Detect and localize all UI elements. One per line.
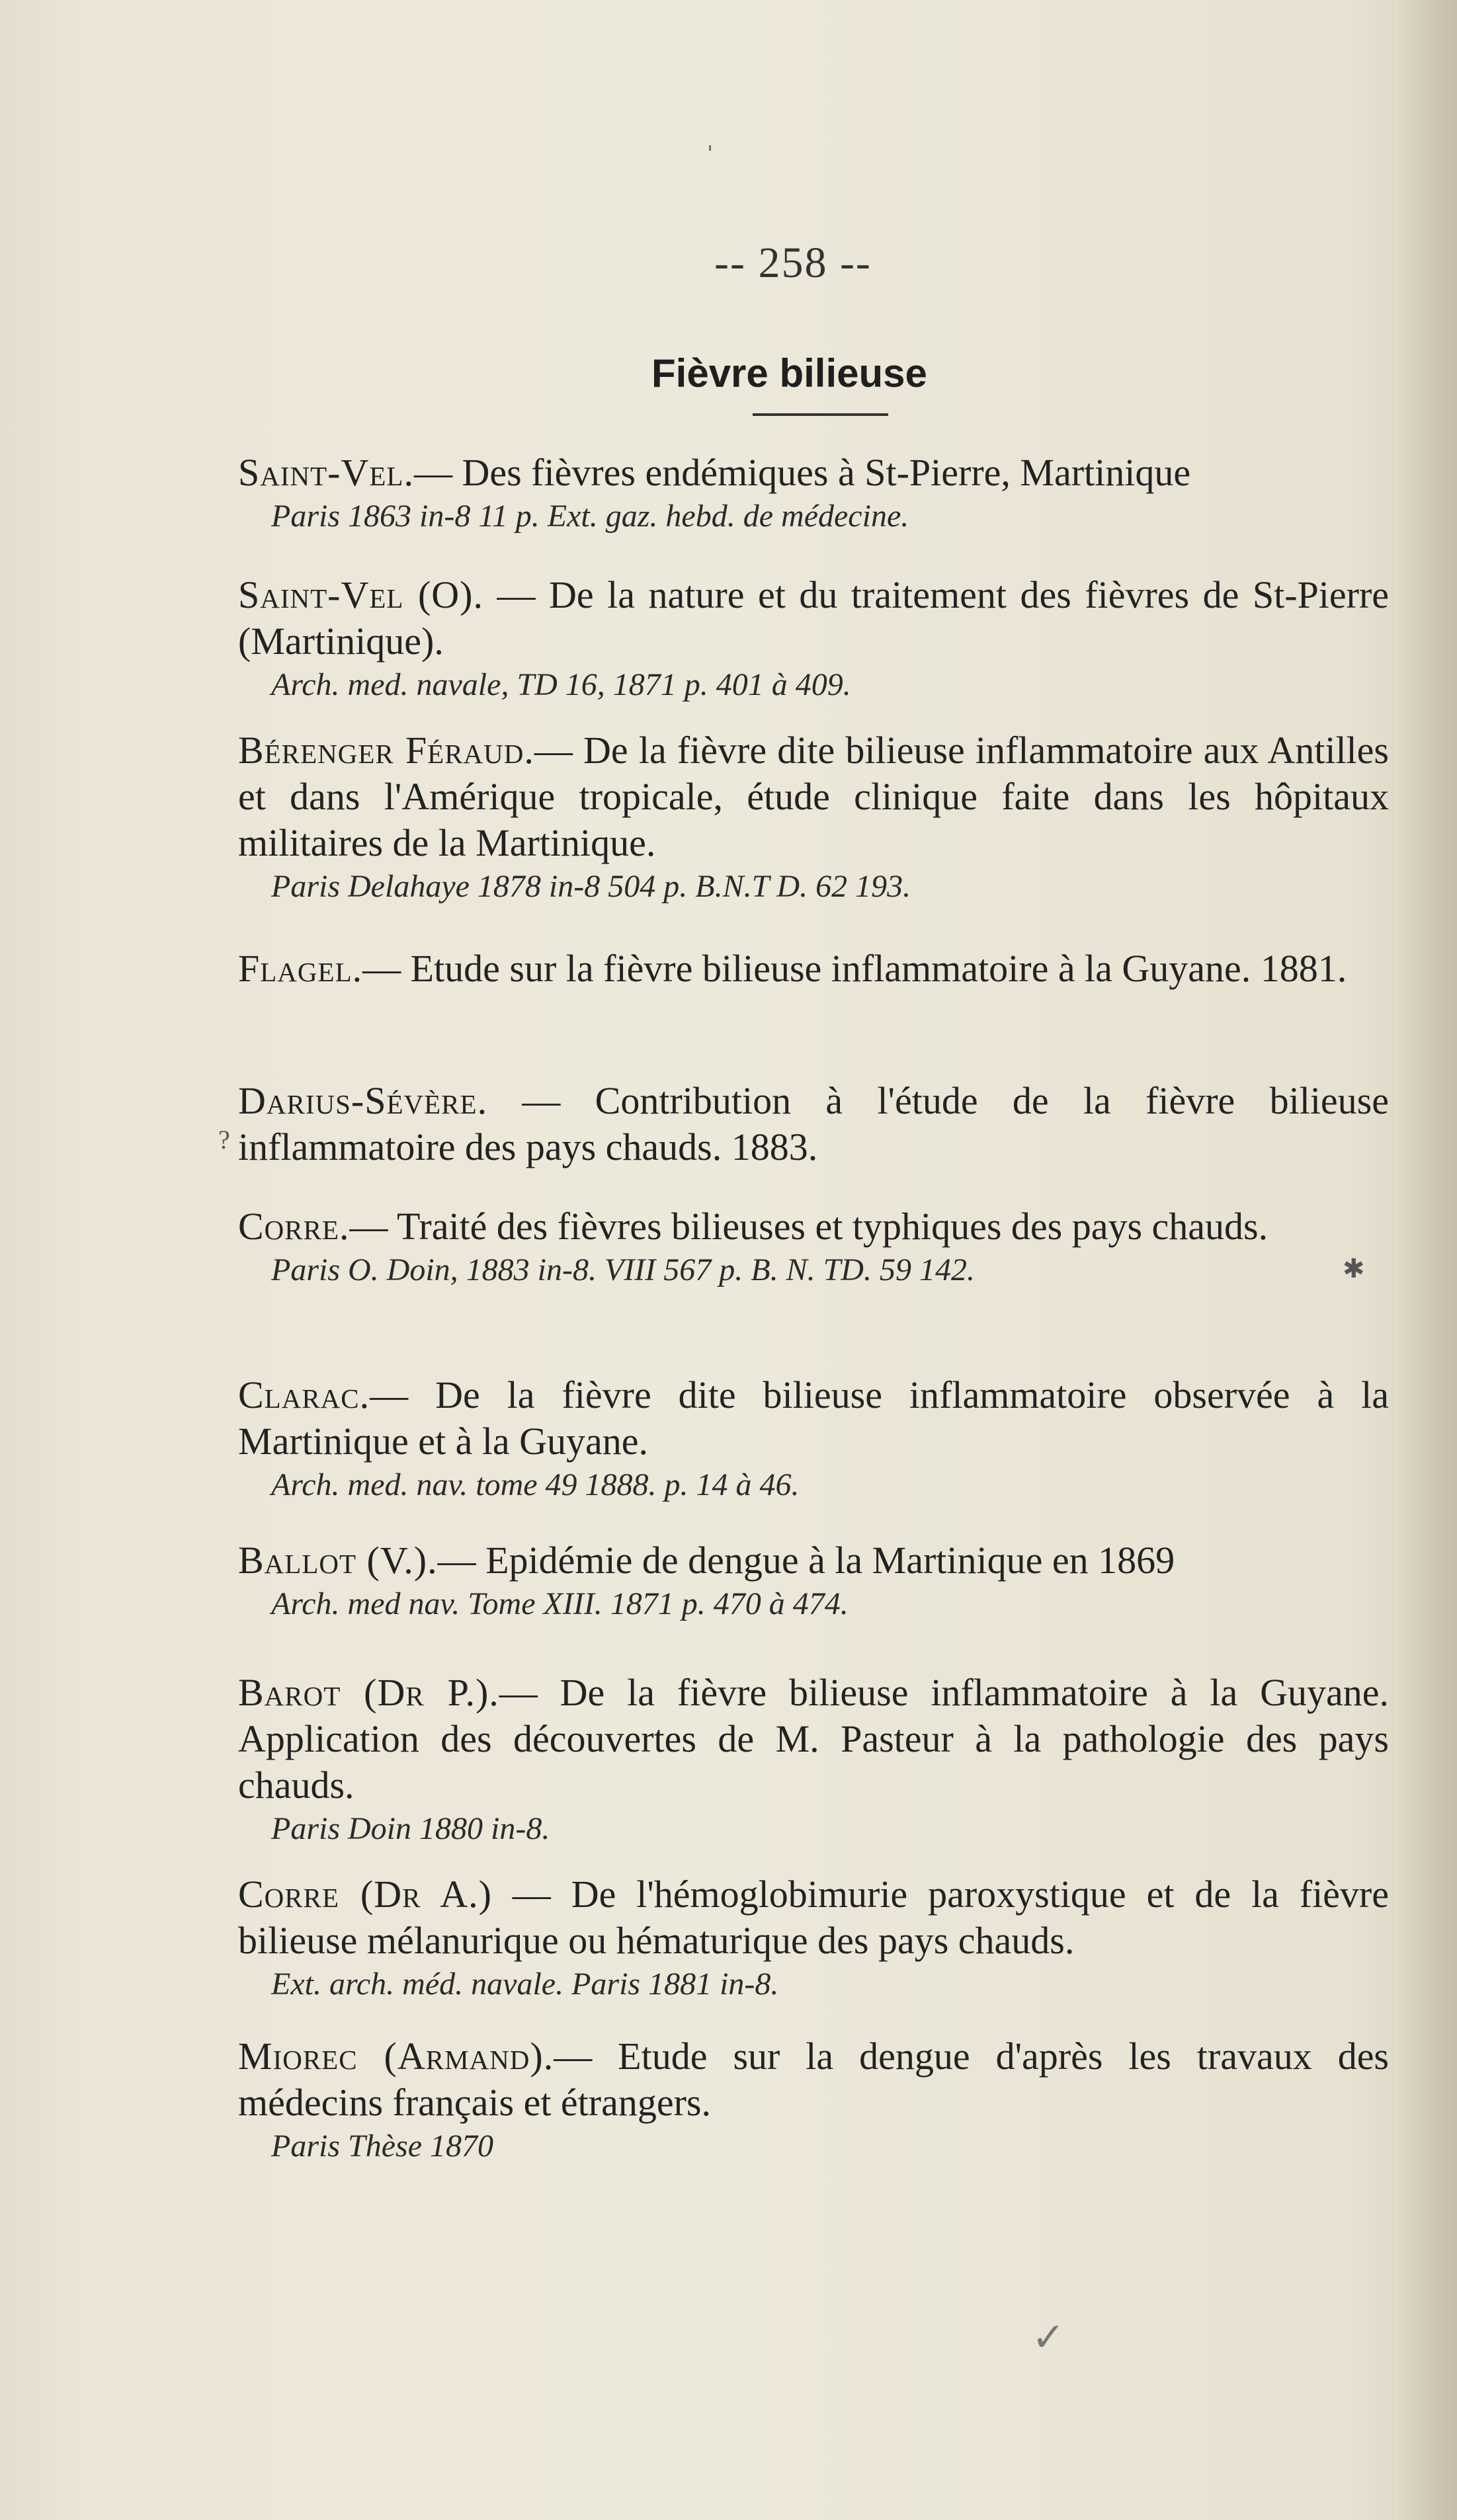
entry-text: Corre (Dr A.) — De l'hémoglobimurie paroxystique et de la fièvre bilieuse mélanurique ou hématurique des pays chauds. xyxy=(238,1873,1389,1962)
entry-author: Darius-Sévère. xyxy=(238,1079,488,1122)
entry-author: Clarac. xyxy=(238,1373,370,1416)
entry-reference: Paris Doin 1880 in-8. xyxy=(271,1811,550,1846)
page-edge-shadow xyxy=(1397,0,1457,2520)
entry-text: Clarac.— De la fièvre dite bilieuse inflammatoire observée à la Martinique et à la Guyane. xyxy=(238,1373,1389,1463)
bibliography-entry xyxy=(238,1670,1389,1849)
bibliography-entry xyxy=(238,2033,1389,2167)
bibliography-entry xyxy=(238,572,1389,706)
entry-text: Darius-Sévère. — Contribution à l'étude de la fièvre bilieuse inflammatoire des pays chauds. 1883. xyxy=(238,1079,1389,1168)
bibliography-entry xyxy=(238,1078,1389,1170)
page-number: -- 258 -- xyxy=(714,239,872,287)
entry-author: Bérenger Féraud. xyxy=(238,729,534,772)
entry-reference: Paris 1863 in-8 11 p. Ext. gaz. hebd. de médecine. xyxy=(271,499,909,534)
entry-author: Ballot (V.). xyxy=(238,1539,438,1582)
ink-speck: ˈ xyxy=(704,140,716,177)
entry-author: Flagel. xyxy=(238,947,363,990)
pencil-mark: ✓ xyxy=(1032,2316,1065,2359)
entry-text: Corre.— Traité des fièvres bilieuses et typhiques des pays chauds. xyxy=(238,1205,1269,1248)
entry-reference: Ext. arch. méd. navale. Paris 1881 in-8. xyxy=(271,1967,779,2002)
bibliography-entry xyxy=(238,1203,1389,1291)
entry-author: Saint-Vel. xyxy=(238,451,414,494)
entry-text: Ballot (V.).— Epidémie de dengue à la Martinique en 1869 xyxy=(238,1539,1175,1582)
bibliography-entry xyxy=(238,450,1389,537)
bibliography-entry xyxy=(238,1537,1389,1625)
entry-text: Miorec (Armand).— Etude sur la dengue d'après les travaux des médecins français et étrangers. xyxy=(238,2035,1390,2124)
entry-reference: Paris Thèse 1870 xyxy=(271,2129,493,2164)
entry-author: Barot (Dr P.). xyxy=(238,1671,499,1714)
entry-text: Flagel.— Etude sur la fièvre bilieuse inflammatoire à la Guyane. 1881. xyxy=(238,947,1347,990)
entry-text: Barot (Dr P.).— De la fièvre bilieuse inflammatoire à la Guyane. Application des découvertes de M. Pasteur à la pathologie des pays chauds. xyxy=(238,1671,1389,1807)
star-mark: ✱ xyxy=(1343,1254,1365,1283)
entry-author: Saint-Vel (O). xyxy=(238,573,483,616)
bibliography-entry xyxy=(238,727,1389,907)
entry-author: Corre. xyxy=(238,1205,350,1248)
title-rule xyxy=(753,413,888,416)
entry-reference: Paris O. Doin, 1883 in-8. VIII 567 p. B. N. TD. 59 142. xyxy=(271,1252,975,1287)
entry-reference: Arch. med. nav. tome 49 1888. p. 14 à 46. xyxy=(271,1467,800,1502)
entry-reference: Arch. med. navale, TD 16, 1871 p. 401 à 409. xyxy=(271,667,851,702)
entry-text: Saint-Vel.— Des fièvres endémiques à St-Pierre, Martinique xyxy=(238,451,1191,494)
margin-question-mark: ? xyxy=(218,1125,230,1155)
section-title: Fièvre bilieuse xyxy=(651,351,927,395)
entry-author: Corre (Dr A.) xyxy=(238,1873,492,1916)
entry-reference: Arch. med nav. Tome XIII. 1871 p. 470 à 474. xyxy=(271,1586,849,1621)
entry-reference: Paris Delahaye 1878 in-8 504 p. B.N.T D. 62 193. xyxy=(271,869,911,904)
bibliography-entry xyxy=(238,1372,1389,1506)
entry-author: Miorec (Armand). xyxy=(238,2035,554,2078)
entry-text: Bérenger Féraud.— De la fièvre dite bilieuse inflammatoire aux Antilles et dans l'Amérique tropicale, étude clinique faite dans les hôpitaux militaires de la Martinique. xyxy=(238,729,1389,864)
bibliography-entry xyxy=(238,946,1389,992)
entry-text: Saint-Vel (O). — De la nature et du traitement des fièvres de St-Pierre (Martinique). xyxy=(238,573,1390,663)
bibliography-entry xyxy=(238,1871,1389,2005)
